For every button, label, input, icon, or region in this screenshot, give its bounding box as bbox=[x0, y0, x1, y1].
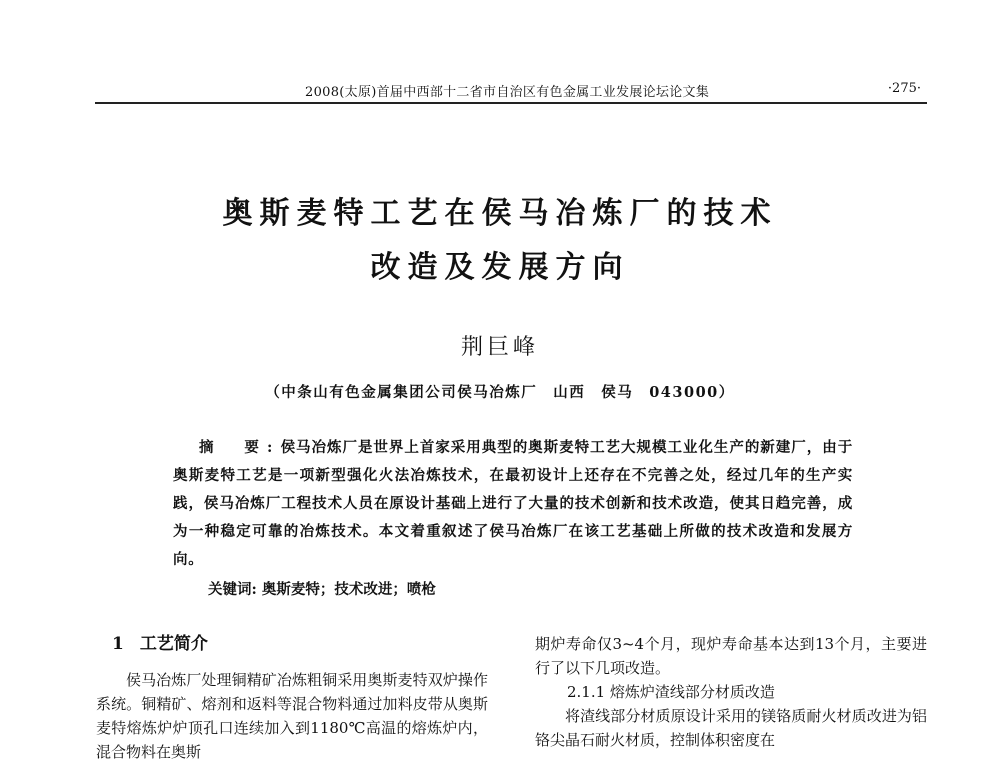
page-number: ·275· bbox=[887, 81, 921, 96]
paper-title-line-2: 改造及发展方向 bbox=[370, 250, 630, 285]
abstract-text: 侯马冶炼厂是世界上首家采用典型的奥斯麦特工艺大规模工业化生产的新建厂，由于奥斯麦特工艺是一项新型强化火法冶炼技术，在最初设计上还存在不完善之处，经过几年的生产实践，侯马冶炼厂工程技术人员在原设计基础上进行了大量的技术创新和技术改造，使其日趋完善，成为一种稳定可靠的冶炼技术。本文着重叙述了侯马冶炼厂在该工艺基础上所做的技术改造和发展方向。 bbox=[173, 439, 853, 568]
conference-title: 2008(太原)首届中西部十二省市自治区有色金属工业发展论坛论文集 bbox=[305, 85, 710, 100]
keywords-label: 关键词: bbox=[208, 581, 257, 598]
author-affiliation: （中条山有色金属集团公司侯马冶炼厂 山西 侯马 043000） bbox=[265, 384, 735, 401]
author-name: 荆巨峰 bbox=[460, 335, 539, 360]
body-paragraph: 将渣线部分材质原设计采用的镁铬质耐火材质改进为铝铬尖晶石耐火材质，控制体积密度在 bbox=[535, 707, 927, 749]
right-column bbox=[535, 632, 927, 752]
running-header bbox=[95, 78, 927, 104]
keywords bbox=[208, 578, 436, 599]
section-title: 工艺简介 bbox=[139, 634, 208, 654]
abstract bbox=[173, 434, 853, 574]
body-paragraph-continued: 期炉寿命仅3~4个月，现炉寿命基本达到13个月，主要进行了以下几项改造。 bbox=[535, 635, 927, 677]
paper-title-line-1: 奥斯麦特工艺在侯马冶炼厂的技术 bbox=[222, 196, 778, 231]
section-number: 1 bbox=[112, 634, 124, 654]
keywords-text: 奥斯麦特；技术改进；喷枪 bbox=[261, 581, 436, 598]
body-paragraph: 侯马冶炼厂处理铜精矿冶炼粗铜采用奥斯麦特双炉操作系统。铜精矿、熔剂和返料等混合物料通过加料皮带从奥斯麦特熔炼炉炉顶孔口连续加入到1180℃高温的熔炼炉内，混合物料在奥斯 bbox=[96, 671, 488, 761]
section-heading bbox=[112, 632, 488, 656]
subsection-heading: 2.1.1 熔炼炉渣线部分材质改造 bbox=[567, 683, 775, 701]
left-column bbox=[96, 632, 488, 764]
abstract-label: 摘 要: bbox=[199, 439, 281, 456]
